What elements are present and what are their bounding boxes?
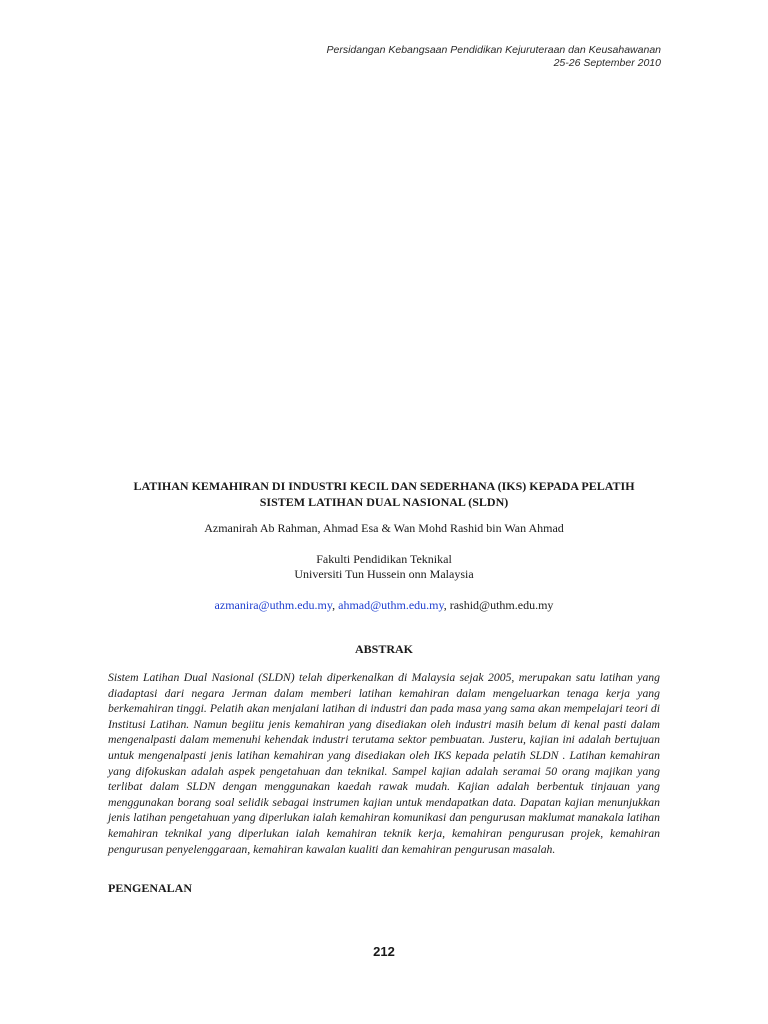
conference-name: Persidangan Kebangsaan Pendidikan Kejuruteraan dan Keusahawanan (326, 44, 661, 56)
section-heading-introduction: PENGENALAN (108, 881, 193, 895)
abstract-heading: ABSTRAK (354, 642, 413, 656)
faculty-name: Fakulti Pendidikan Teknikal (316, 552, 452, 566)
author-list: Azmanirah Ab Rahman, Ahmad Esa & Wan Mohd Rashid bin Wan Ahmad (204, 521, 564, 535)
abstract-text: Sistem Latihan Dual Nasional (SLDN) telah diperkenalkan di Malaysia sejak 2005, merupakan satu latihan yang diadaptasi dari negara Jerman dalam memberi latihan kemahiran dalam mengeluarkan tenaga kerja yang berkemahiran tinggi. Pelatih akan menjalani latihan di industri dan pada masa yang sama akan mempelajari teori di Institusi Latihan. Namun begiitu jenis kemahiran yang disediakan oleh industri masih belum di kenal pasti dalam mengenalpasti dalam memenuhi kehendak industri terutama sektor pembuatan. Justeru, kajian ini adalah bertujuan untuk mengenalpasti jenis latihan kemahiran yang disediakan oleh IKS kepada pelatih SLDN . Latihan kemahiran yang difokuskan adalah aspek pengetahuan dan teknikal. Sampel kajian adalah seramai 50 orang majikan yang terlibat dalam SLDN dengan menggunakan kaedah rawak mudah. Kajian adalah berbentuk tinjauan yang menggunakan borang soal selidik sebagai instrumen kajian untuk mendapatkan data. Dapatan kajian menunjukkan jenis latihan pengetahuan yang diperlukan ialah kemahiran komunikasi dan pengurusan maklumat manakala latihan kemahiran teknikal yang diperlukan ialah kemahiran teknik kerja, kemahiran pengurusan projek, kemahiran pengurusan penyelenggaraan, kemahiran kawalan kualiti dan kemahiran pengurusan masalah. (108, 671, 660, 856)
email-link-1[interactable]: azmanira@uthm.edu.my (214, 598, 333, 612)
running-header (326, 44, 661, 70)
affiliation (108, 552, 660, 582)
email-text-3: rashid@uthm.edu.my (449, 598, 554, 612)
paper-title-line-1: LATIHAN KEMAHIRAN DI INDUSTRI KECIL DAN SEDERHANA (IKS) KEPADA PELATIH (133, 479, 635, 493)
paper-title-line-2: SISTEM LATIHAN DUAL NASIONAL (SLDN) (259, 495, 509, 509)
email-link-2[interactable]: ahmad@uthm.edu.my (338, 598, 444, 612)
university-name: Universiti Tun Hussein onn Malaysia (294, 567, 474, 581)
email-separator-1: , (332, 598, 339, 612)
page-number: 212 (373, 944, 395, 959)
author-emails (108, 597, 660, 613)
email-separator-2: , (443, 598, 450, 612)
conference-date: 25-26 September 2010 (553, 57, 661, 69)
paper-title (108, 478, 660, 510)
